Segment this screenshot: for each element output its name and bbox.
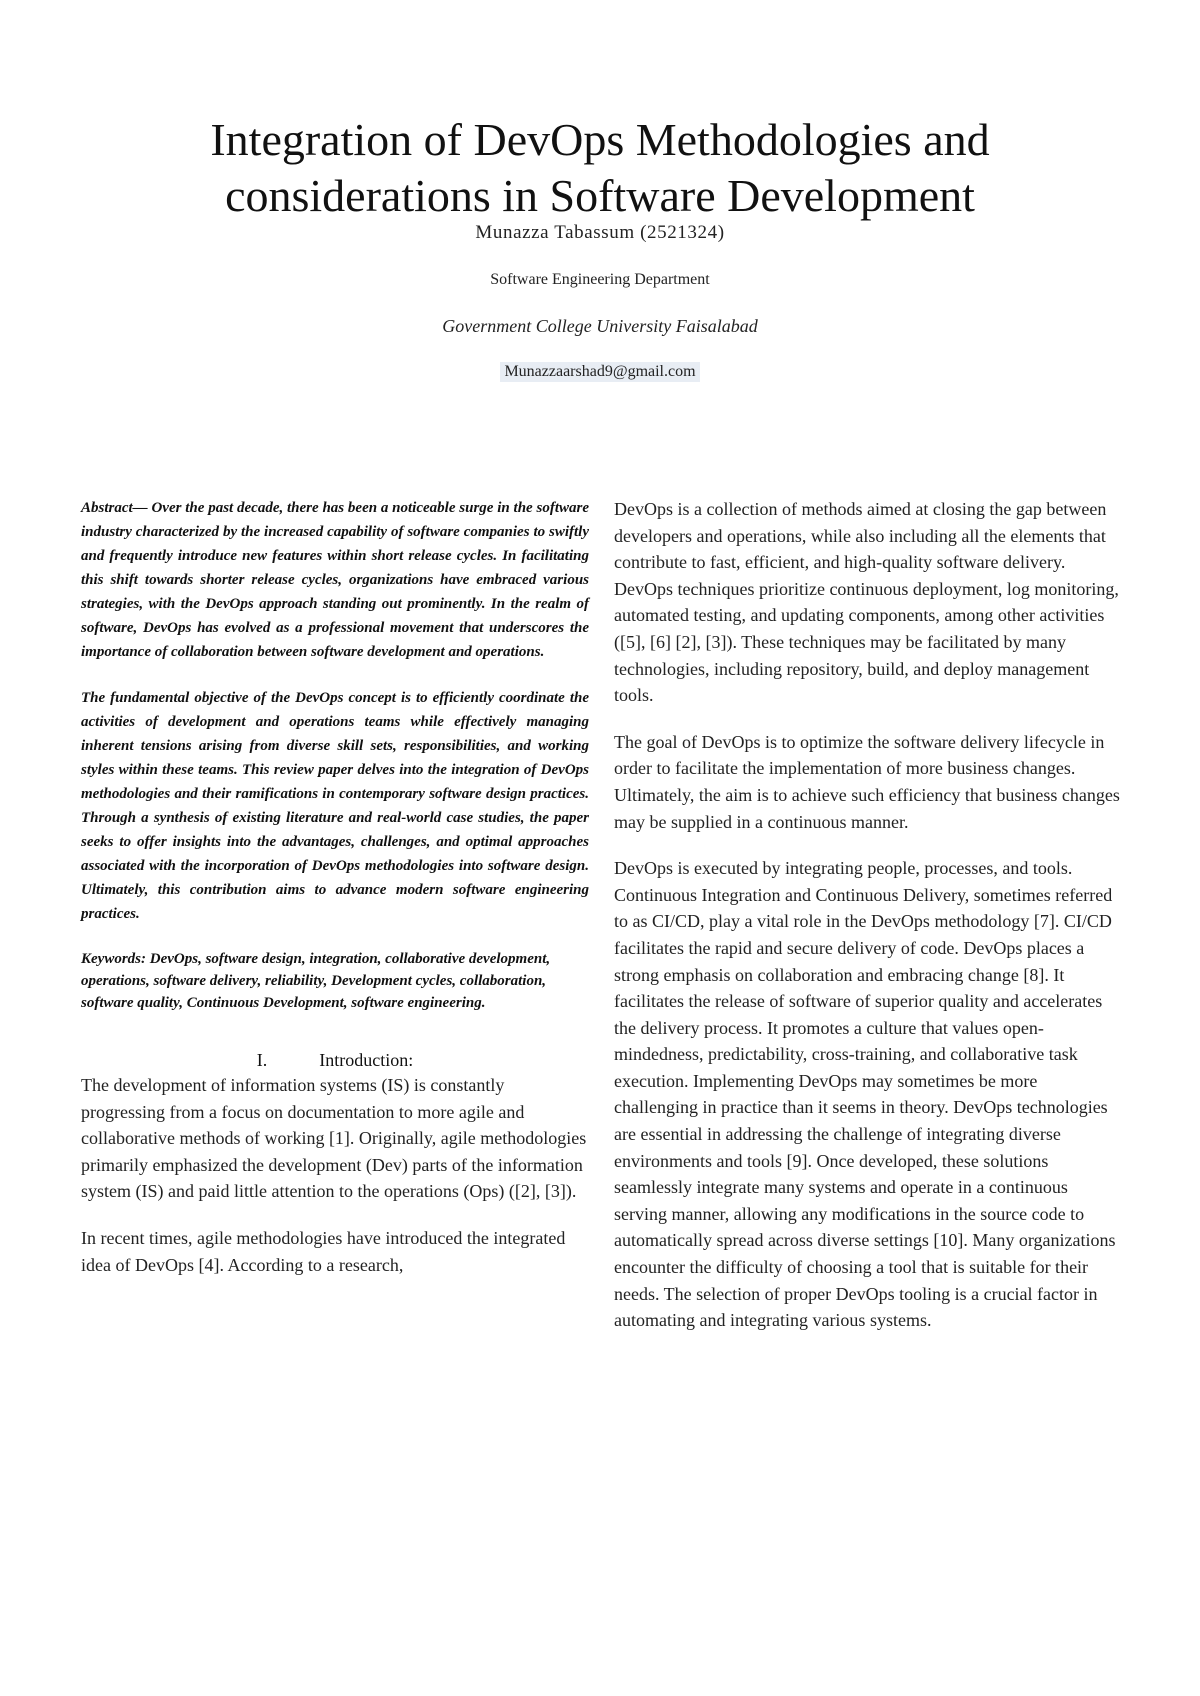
introduction-paragraph-1: The development of information systems (IS) is constantly progressing from a focus on documentation to more agile and collaborative methods of working [1]. Originally, agile methodologies primarily emphasized the development (Dev) parts of the information system (IS) and paid little attention to the operations (Ops) ([2], [3]). (81, 1075, 587, 1202)
section-title: Introduction: (319, 1050, 414, 1070)
keywords (81, 948, 589, 1014)
right-column (614, 496, 1124, 1354)
keywords-label: Keywords (81, 951, 141, 967)
title-line-1: Integration of DevOps Methodologies and (210, 114, 990, 165)
introduction-body (81, 1072, 589, 1278)
abstract-text-1: Over the past decade, there has been a noticeable surge in the software industry characterized by the increased capability of software companies to swiftly and frequently introduce new features within short release cycles. In facilitating this shift towards shorter release cycles, organizations have embraced various strategies, with the DevOps approach standing out prominently. In the realm of software, DevOps has evolved as a professional movement that underscores the importance of collaboration between software development and operations. (81, 500, 589, 660)
right-paragraph-3: DevOps is executed by integrating people, processes, and tools. Continuous Integration and Continuous Delivery, sometimes referred to as CI/CD, play a vital role in the DevOps methodology [7]. CI/CD facilitates the rapid and secure delivery of code. DevOps places a strong emphasis on collaboration and embracing change [8]. It facilitates the release of software of superior quality and accelerates the delivery process. It promotes a culture that values open-mindedness, predictability, cross-training, and collaborative task execution. Implementing DevOps may sometimes be more challenging in practice than it seems in theory. DevOps technologies are essential in addressing the challenge of integrating diverse environments and tools [9]. Once developed, these solutions seamlessly integrate many systems and operate in a continuous serving manner, allowing any modifications in the source code to automatically spread across diverse settings [10]. Many organizations encounter the difficulty of choosing a tool that is suitable for their needs. The selection of proper DevOps tooling is a crucial factor in automating and integrating various systems. (614, 858, 1116, 1331)
author-email[interactable]: Munazzaarshad9@gmail.com (500, 362, 699, 382)
right-paragraph-2: The goal of DevOps is to optimize the software delivery lifecycle in order to facilitate the implementation of more business changes. Ultimately, the aim is to achieve such efficiency that business changes may be supplied in a continuous manner. (614, 731, 1120, 832)
right-paragraph-1: DevOps is a collection of methods aimed at closing the gap between developers and operations, while also including all the elements that contribute to fast, efficient, and high-quality software delivery. DevOps techniques prioritize continuous deployment, log monitoring, automated testing, and updating components, among other activities ([5], [6] [2], [3]). These techniques may be facilitated by many technologies, including repository, build, and deploy management tools. (614, 499, 1119, 706)
paper-title (100, 112, 1100, 224)
section-heading-introduction (81, 1048, 589, 1072)
institution: Government College University Faisalabad (442, 316, 758, 336)
abstract (81, 496, 589, 926)
abstract-paragraph-1 (81, 496, 589, 664)
title-line-2: considerations in Software Development (225, 170, 975, 221)
department: Software Engineering Department (490, 271, 710, 288)
introduction-paragraph-2: In recent times, agile methodologies have introduced the integrated idea of DevOps [4]. According to a research, (81, 1227, 566, 1275)
keywords-end: . (481, 995, 486, 1011)
author-name: Munazza Tabassum (2521324) (475, 222, 725, 243)
abstract-lead: Abstract— (81, 500, 148, 516)
left-column (81, 496, 589, 1298)
keywords-text: : DevOps, software design, integration, collaborative development, operations, software delivery, reliability, Development cycles, collaboration, software quality, Continuous Development, software engineering (81, 951, 551, 1011)
email-container (0, 362, 1200, 382)
abstract-paragraph-2: The fundamental objective of the DevOps concept is to efficiently coordinate the activities of development and operations teams while effectively managing inherent tensions arising from diverse skill sets, responsibilities, and working styles within these teams. This review paper delves into the integration of DevOps methodologies and their ramifications in contemporary software design practices. Through a synthesis of existing literature and real-world case studies, the paper seeks to offer insights into the advantages, challenges, and optimal approaches associated with the incorporation of DevOps methodologies into software design. Ultimately, this contribution aims to advance modern software engineering practices. (81, 690, 589, 922)
section-number: I. (256, 1050, 268, 1070)
